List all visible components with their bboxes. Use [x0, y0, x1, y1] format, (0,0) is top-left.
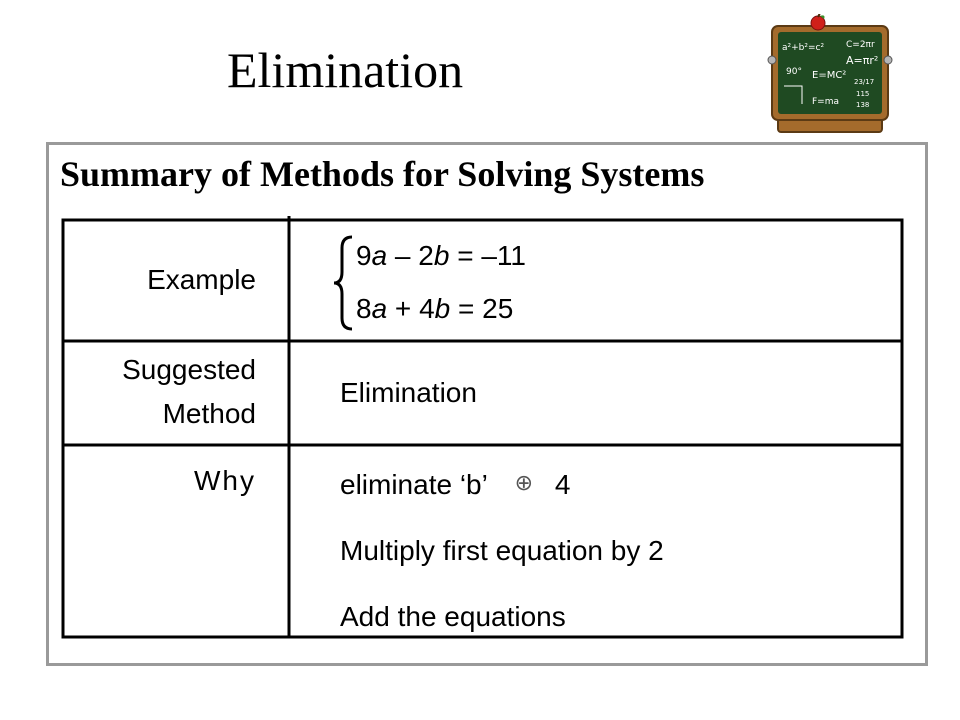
row-label-method: Method [162, 398, 256, 429]
system-brace [334, 237, 352, 329]
why-line-1-text: eliminate ‘b’ [340, 469, 487, 500]
clipart-formula: 138 [856, 101, 870, 109]
clipart-formula: C=2πr [846, 40, 875, 50]
equation-operator: + 4 [387, 293, 435, 324]
clipart-formula: E=MC² [812, 70, 847, 81]
crosshair-icon: ⊕ [514, 470, 534, 495]
equation-rhs: = 25 [450, 293, 514, 324]
equation-variable: a [371, 240, 388, 271]
why-line-1-number: 4 [554, 469, 571, 500]
equation-variable: b [433, 240, 450, 271]
row-label-example: Example [147, 264, 256, 295]
clipart-formula: F=ma [812, 97, 839, 107]
why-line-2: Multiply first equation by 2 [340, 535, 664, 566]
suggested-method-value: Elimination [340, 377, 477, 408]
why-line-3: Add the equations [340, 601, 566, 632]
equation-1 [356, 239, 526, 273]
equation-2 [356, 292, 513, 326]
equation-variable: b [434, 293, 451, 324]
equation-coefficient: 8 [356, 293, 372, 324]
clipart-formula: 90° [786, 67, 802, 77]
section-heading: Summary of Methods for Solving Systems [60, 154, 705, 194]
equation-coefficient: 9 [356, 240, 372, 271]
row-label-why: Why [194, 465, 256, 496]
equation-variable: a [371, 293, 388, 324]
equation-operator: – 2 [387, 240, 434, 271]
slide-title: Elimination [227, 42, 464, 98]
equation-rhs: = –11 [449, 240, 526, 271]
row-label-suggested: Suggested [122, 354, 256, 385]
clipart-formula: a²+b²=c² [782, 43, 825, 53]
clipart-formula: 115 [856, 90, 870, 98]
clipart-formula: 23/17 [854, 78, 875, 86]
clipart-formula: A=πr² [846, 54, 879, 67]
why-line-1 [340, 466, 570, 502]
